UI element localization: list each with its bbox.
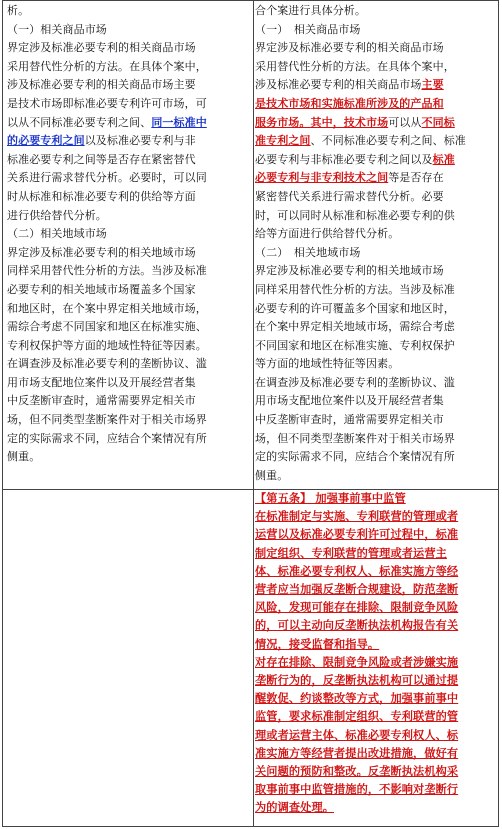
text-run: （二）相关地域市场 [7,227,107,241]
text-run: 紧密替代关系进行需求替代分析。必要 [255,189,444,203]
text-line [255,262,493,281]
text-line: 风险，发现可能存在排除、限制竞争风险 [255,600,459,615]
text-line [7,151,245,170]
text-line [7,392,245,411]
text-run: 专利权保护等方面的地域性特征等因素。 [7,338,207,352]
text-line: 在标准制定与实施、专利联营的管理或者 [255,509,459,524]
text-line [255,430,493,449]
text-run: 用市场支配地位案件以及开展经营者集 [255,394,444,408]
text-line [7,337,245,356]
text-run: 不同国家和地区在标准实施、专利权保护 [255,338,455,352]
text-run: 在个案中界定相关地域市场，需综合考虑 [255,320,455,334]
text-line [255,39,493,58]
left-column-text [7,2,245,467]
text-run: 关系进行需求替代分析。必要时，可以同 [7,171,207,185]
text-line: 营者应当加强反垄断合规建设，防范垄断 [255,582,459,597]
text-line [255,76,493,95]
text-line: 准实施方等经营者提出改进措施，做好有 [255,745,459,760]
text-run: 界定涉及标准必要专利的相关地域市场 [7,245,196,259]
text-line [7,95,245,114]
text-line [255,207,493,226]
text-run: 等方面的地域性特征等因素。 [255,357,400,371]
text-run: 必要专利与非标准必要专利之间以及 [255,152,433,166]
column-divider [253,1,254,826]
text-run: 必要专利的相关地域市场覆盖多个国家 [7,282,196,296]
text-line: 的，可以主动向反垄断执法机构报告有关 [255,618,459,633]
article-five-text [255,489,493,817]
text-line: 监管，要求标准制定组织、专利联营的管 [255,709,459,724]
text-run: 可以从 [388,115,422,129]
text-line [7,207,245,226]
text-run: 标准必要专利之间等是否存在紧密替代 [7,152,196,166]
text-line [255,132,493,151]
text-line [7,374,245,393]
text-line [255,392,493,411]
text-run: 采用替代性分析的方法。在具体个案中， [7,59,207,73]
text-line [7,114,245,133]
text-line [7,244,245,263]
highlighted-text: 的必要专利之间 [7,134,85,148]
text-run: 定的实际需求不同，应结合个案情况有所 [255,450,455,464]
text-line: 运营以及标准必要专利许可过程中，标准 [255,527,459,542]
text-line [7,225,245,244]
text-run: 定的实际需求不同，应结合个案情况有所 [7,431,207,445]
text-run: 以从不同标准必要专利之间、 [7,115,152,129]
text-run: 涉及标准必要专利的相关商品市场主要 [7,78,196,92]
text-run: （一） 相关商品市场 [255,22,361,36]
right-column-text [255,2,493,485]
text-run: 场，但不同类型垄断案件对于相关市场界 [255,431,455,445]
text-line [255,169,493,188]
text-line [7,411,245,430]
text-line [255,337,493,356]
text-line [7,300,245,319]
text-run: 界定涉及标准必要专利的相关商品市场 [255,41,444,55]
text-run: （一）相关商品市场 [7,22,107,36]
text-line [255,151,493,170]
text-run: 以及标准必要专利与非 [84,134,196,148]
text-line [255,114,493,133]
text-line [255,2,493,21]
text-run: 合个案进行具体分析。 [255,4,366,17]
text-run: 在调查涉及标准必要专利的垄断协议、滥 [7,357,207,371]
text-run: 同样采用替代性分析的方法。当涉及标准 [7,264,207,278]
text-line [7,448,245,467]
text-line [255,281,493,300]
text-line [7,262,245,281]
text-run: 在调查涉及标准必要专利的垄断协议、滥 [255,375,455,389]
text-run: 时，可以同时从标准和标准必要专利的供 [255,208,455,222]
text-line: 情况，接受监督和指导。 [255,636,380,651]
text-line [255,355,493,374]
text-line: 对存在排除、限制竞争风险或者涉嫌实施 [255,654,459,669]
text-run: 进行供给替代分析。 [7,208,107,222]
text-run: 是技术市场即标准必要专利许可市场，可 [7,96,207,110]
text-line [7,318,245,337]
highlighted-text: 是技术市场和实施标准所涉及的产品和 [255,96,444,110]
text-line: 醒敦促、约谈整改等方式，加强事前事中 [255,691,459,706]
text-line [255,225,493,244]
text-line [7,2,245,21]
text-run: 用市场支配地位案件以及开展经营者集 [7,375,196,389]
text-line: 体、标准必要专利权人、标准实施方等经 [255,563,459,578]
text-line [7,169,245,188]
highlighted-text: 准专利之间 [255,134,311,148]
text-run: 等是否存在 [388,171,444,185]
text-line [255,95,493,114]
highlighted-text: 同一标准中 [151,115,207,129]
text-run: 必要专利的许可覆盖多个国家和地区时， [255,301,455,315]
text-run: 同样采用替代性分析的方法。当涉及标准 [255,282,455,296]
text-line [255,300,493,319]
text-run: 侧重。 [255,468,289,482]
text-line [7,21,245,40]
text-line: 制定组织、专利联营的管理或者运营主 [255,545,447,560]
text-run: 界定涉及标准必要专利的相关地域市场 [255,264,444,278]
highlighted-text: 标准 [432,152,455,166]
text-run: 析。 [7,4,30,17]
text-line [255,374,493,393]
highlighted-text: 必要专利与非专利技术之间 [255,171,389,185]
text-line [255,21,493,40]
text-line: 取事前事中监管措施的，不影响对垄断行 [255,782,459,797]
text-run: 、不同标准必要专利之间、标准 [310,134,466,148]
text-line [255,467,493,486]
text-line [7,76,245,95]
highlighted-text: 不同标 [421,115,455,129]
text-line [255,188,493,207]
text-run: 需综合考虑不同国家和地区在标准实施、 [7,320,207,334]
text-line [7,132,245,151]
text-run: 采用替代性分析的方法。在具体个案中， [255,59,455,73]
text-run: 场，但不同类型垄断案件对于相关市场界 [7,413,207,427]
text-line: 理或者运营主体、标准必要专利权人、标 [255,727,459,742]
text-line [7,355,245,374]
text-line [255,448,493,467]
text-run: 界定涉及标准必要专利的相关商品市场 [7,41,196,55]
text-line: 关问题的预防和整改。反垄断执法机构采 [255,764,459,779]
text-run: 和地区时，在个案中界定相关地域市场， [7,301,207,315]
text-line [7,281,245,300]
article-heading: 【第五条】 加强事前事中监管 [255,491,406,505]
text-run: 给等方面进行供给替代分析。 [255,227,400,241]
text-line [255,58,493,77]
text-run: 中反垄断审查时，通常需要界定相关市 [255,413,444,427]
text-line [7,430,245,449]
text-run: 涉及标准必要专利的相关商品市场 [255,78,422,92]
text-line: 垄断行为的，反垄断执法机构可以通过提 [255,673,459,688]
text-line [255,411,493,430]
text-run: 中反垄断审查时，通常需要界定相关市 [7,394,196,408]
text-line [7,188,245,207]
text-line [7,39,245,58]
text-run: 侧重。 [7,450,41,464]
highlighted-text: 主要 [421,78,444,92]
text-run: （二） 相关地域市场 [255,245,361,259]
text-line: 为的调查处理。 [255,800,335,815]
highlighted-text: 服务市场。其中，技术市场 [255,115,389,129]
text-line [7,58,245,77]
text-line [255,318,493,337]
text-line [255,244,493,263]
text-run: 时从标准和标准必要专利的供给等方面 [7,189,196,203]
